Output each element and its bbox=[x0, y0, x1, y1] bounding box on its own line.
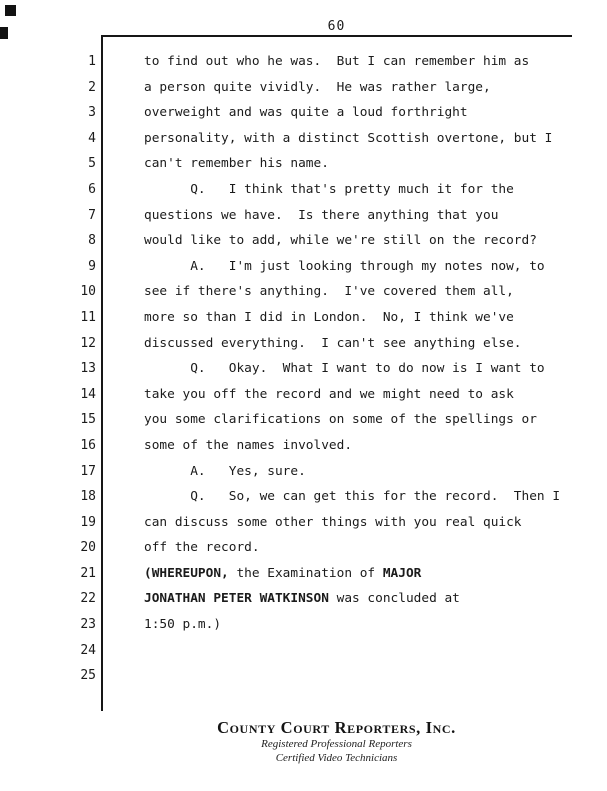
line-text-segment: can't remember his name. bbox=[144, 156, 329, 172]
line-text-segment: Q. Okay. What I want to do now is I want to bbox=[144, 361, 545, 377]
line-text bbox=[144, 156, 329, 171]
transcript-line bbox=[0, 284, 607, 310]
line-text bbox=[144, 489, 560, 504]
line-text bbox=[144, 464, 306, 479]
line-text-segment: take you off the record and we might need to ask bbox=[144, 386, 514, 402]
line-number: 14 bbox=[80, 386, 96, 402]
line-number: 15 bbox=[80, 412, 96, 428]
line-text-segment: off the record. bbox=[144, 540, 260, 556]
line-text-segment: questions we have. Is there anything that you bbox=[144, 207, 499, 223]
transcript-line bbox=[0, 233, 607, 259]
line-number: 12 bbox=[80, 335, 96, 351]
page-border-top bbox=[101, 35, 572, 37]
line-number: 6 bbox=[88, 181, 96, 197]
line-text bbox=[144, 131, 552, 146]
transcript-line bbox=[0, 259, 607, 285]
transcript-line bbox=[0, 489, 607, 515]
line-text bbox=[144, 438, 352, 453]
line-text bbox=[144, 617, 221, 632]
transcript-line bbox=[0, 80, 607, 106]
line-text bbox=[144, 566, 421, 581]
transcript-line bbox=[0, 387, 607, 413]
line-text bbox=[144, 182, 514, 197]
line-text-segment: see if there's anything. I've covered them all, bbox=[144, 284, 514, 300]
transcript-line bbox=[0, 54, 607, 80]
line-number: 16 bbox=[80, 437, 96, 453]
line-text-segment: can discuss some other things with you real quick bbox=[144, 514, 522, 530]
line-text-segment: 1:50 p.m.) bbox=[144, 617, 222, 633]
transcript-line bbox=[0, 617, 607, 643]
transcript-line bbox=[0, 310, 607, 336]
transcript-line bbox=[0, 336, 607, 362]
line-number: 4 bbox=[88, 130, 96, 146]
line-number: 19 bbox=[80, 514, 96, 530]
line-text bbox=[144, 540, 260, 555]
line-text bbox=[144, 515, 522, 530]
line-text bbox=[144, 591, 460, 606]
scan-artifact bbox=[0, 27, 8, 39]
line-text-bold-segment: JONATHAN PETER WATKINSON bbox=[144, 591, 329, 607]
line-text bbox=[144, 361, 545, 376]
transcript-line bbox=[0, 182, 607, 208]
transcript-line bbox=[0, 668, 607, 694]
line-number: 9 bbox=[88, 258, 96, 274]
line-text bbox=[144, 259, 545, 274]
transcript-line bbox=[0, 591, 607, 617]
line-text-segment: some of the names involved. bbox=[144, 437, 353, 453]
line-text-segment: a person quite vividly. He was rather large, bbox=[144, 79, 491, 95]
line-number: 21 bbox=[80, 565, 96, 581]
transcript-line bbox=[0, 515, 607, 541]
line-text bbox=[144, 54, 529, 69]
scan-artifact bbox=[5, 5, 16, 16]
transcript-line bbox=[0, 412, 607, 438]
line-number: 8 bbox=[88, 233, 96, 249]
line-number: 7 bbox=[88, 207, 96, 223]
transcript-line bbox=[0, 464, 607, 490]
transcript-line bbox=[0, 643, 607, 669]
line-text bbox=[144, 336, 522, 351]
line-number: 3 bbox=[88, 105, 96, 121]
line-number: 13 bbox=[80, 361, 96, 377]
line-text bbox=[144, 412, 537, 427]
transcript-line bbox=[0, 131, 607, 157]
transcript-line bbox=[0, 156, 607, 182]
line-text bbox=[144, 233, 537, 248]
transcript-line bbox=[0, 438, 607, 464]
line-text-segment: Q. I think that's pretty much it for the bbox=[144, 181, 514, 197]
line-number: 10 bbox=[80, 284, 96, 300]
line-text bbox=[144, 208, 498, 223]
line-text-segment: the Examination of bbox=[228, 565, 383, 581]
footer-subtitle-1: Registered Professional Reporters bbox=[261, 738, 412, 750]
transcript-body bbox=[0, 54, 607, 694]
transcript-line bbox=[0, 361, 607, 387]
line-number: 22 bbox=[80, 591, 96, 607]
line-number: 25 bbox=[80, 668, 96, 684]
line-text-segment: to find out who he was. But I can remember him as bbox=[144, 54, 530, 69]
line-number: 17 bbox=[80, 463, 96, 479]
transcript-line bbox=[0, 105, 607, 131]
line-number: 1 bbox=[88, 54, 96, 69]
line-text-segment: more so than I did in London. No, I think we've bbox=[144, 309, 514, 325]
line-number: 5 bbox=[88, 156, 96, 172]
transcript-line bbox=[0, 540, 607, 566]
line-text-segment: you some clarifications on some of the spellings or bbox=[144, 412, 537, 428]
line-text-segment: discussed everything. I can't see anything else. bbox=[144, 335, 522, 351]
footer bbox=[101, 718, 572, 765]
line-number: 18 bbox=[80, 489, 96, 505]
line-text-segment: Q. So, we can get this for the record. Then I bbox=[144, 489, 561, 505]
court-reporter-company-name: County Court Reporters, Inc. bbox=[217, 718, 456, 737]
line-text-bold-segment: MAJOR bbox=[382, 565, 422, 581]
page-number: 60 bbox=[327, 19, 346, 34]
line-number: 23 bbox=[80, 617, 96, 633]
line-text bbox=[144, 105, 468, 120]
line-text bbox=[144, 80, 491, 95]
transcript-line bbox=[0, 566, 607, 592]
line-text-segment: would like to add, while we're still on the record? bbox=[144, 233, 537, 249]
line-number: 2 bbox=[88, 79, 96, 95]
line-number: 11 bbox=[80, 309, 96, 325]
line-text-segment: A. Yes, sure. bbox=[144, 463, 306, 479]
footer-subtitle-2: Certified Video Technicians bbox=[275, 751, 398, 764]
transcript-line bbox=[0, 208, 607, 234]
line-text-bold-segment: (WHEREUPON, bbox=[144, 565, 229, 581]
line-text-segment: overweight and was quite a loud forthright bbox=[144, 105, 468, 121]
line-text-segment: A. I'm just looking through my notes now, to bbox=[144, 258, 545, 274]
line-text bbox=[144, 310, 514, 325]
line-number: 20 bbox=[80, 540, 96, 556]
line-text-segment: personality, with a distinct Scottish overtone, but I bbox=[144, 130, 553, 146]
line-text bbox=[144, 284, 514, 299]
line-text bbox=[144, 387, 514, 402]
line-number: 24 bbox=[80, 642, 96, 658]
line-text-segment: was concluded at bbox=[328, 591, 460, 607]
